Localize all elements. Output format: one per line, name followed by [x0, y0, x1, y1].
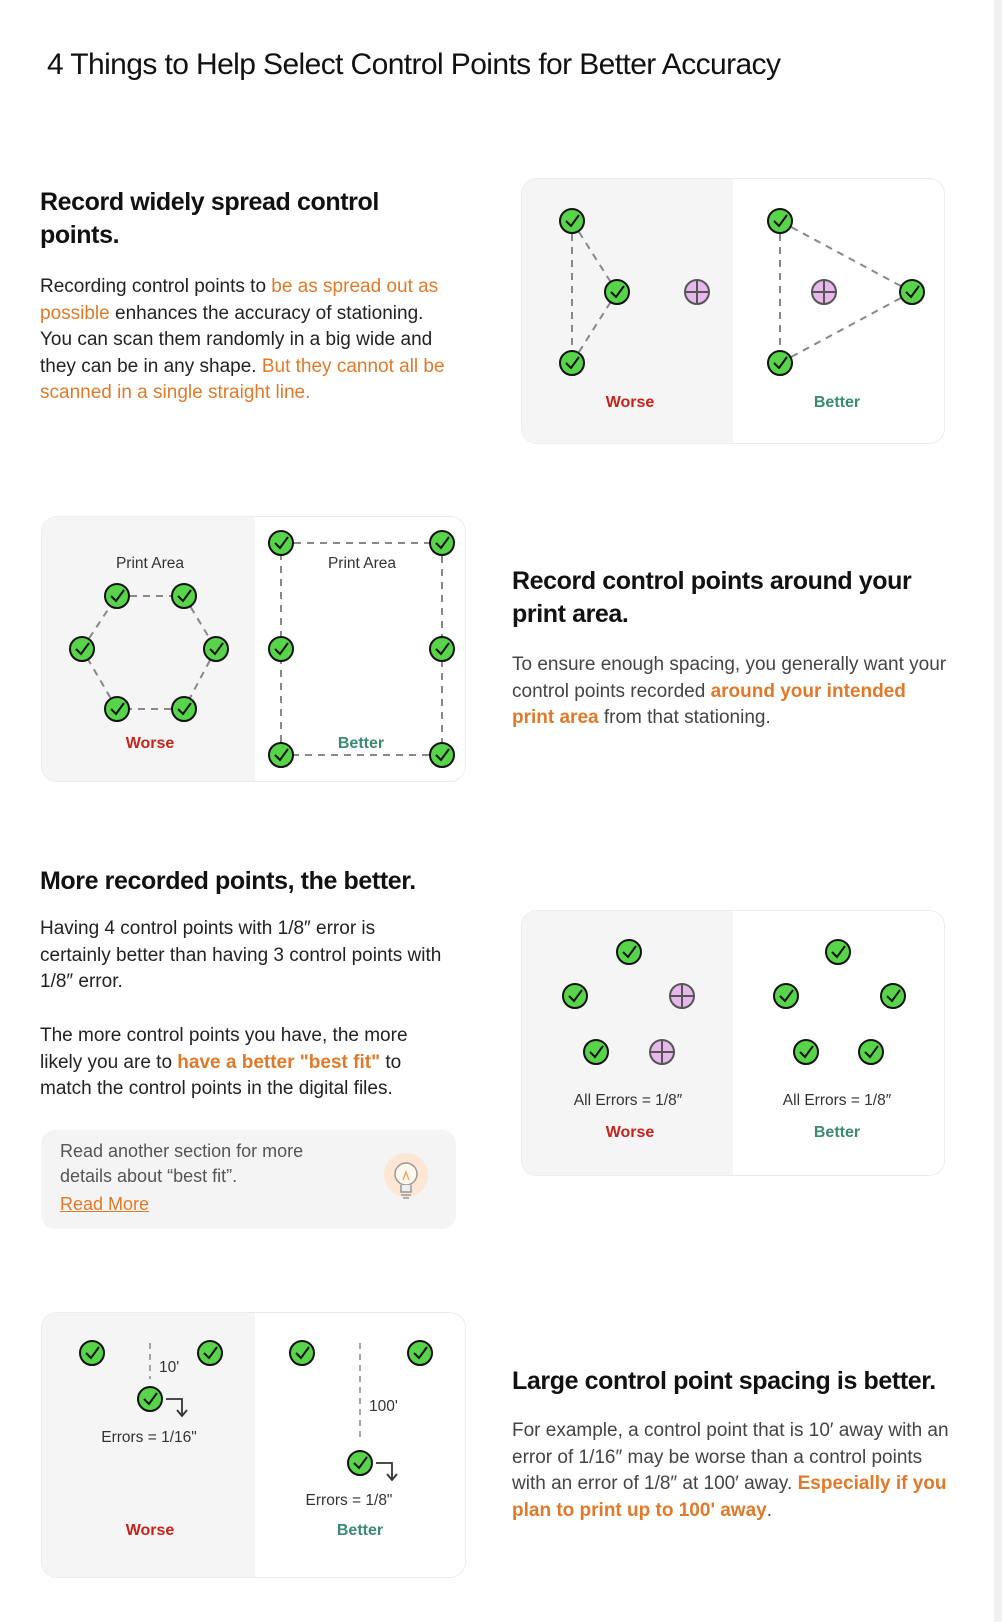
section-2-title: Record control points around your print area.	[512, 567, 912, 628]
check-circle-icon	[269, 743, 293, 767]
section-1-title: Record widely spread control points.	[40, 188, 379, 249]
highlight-straight-line: But they cannot all be scanned in a single straight line.	[40, 355, 445, 403]
highlight-spread-out: be as spread out as possible	[40, 276, 439, 324]
lightbulb-icon	[380, 1152, 432, 1208]
crosshair-target-icon	[670, 984, 694, 1008]
check-circle-icon	[563, 984, 587, 1008]
error-label: Errors = 1/16"	[101, 1429, 197, 1446]
section-2-body: To ensure enough spacing, you generally want your control points recorded around your intended print area from that stationing.	[512, 654, 947, 728]
check-circle-icon	[430, 743, 454, 767]
check-circle-icon	[204, 637, 228, 661]
check-circle-icon	[80, 1341, 104, 1365]
diagram-more-points	[521, 910, 945, 1176]
check-circle-icon	[290, 1341, 314, 1365]
check-circle-icon	[430, 637, 454, 661]
check-circle-icon	[269, 531, 293, 555]
worse-label: Worse	[125, 735, 175, 752]
check-circle-icon	[348, 1451, 372, 1475]
more-points-svg	[522, 911, 944, 1175]
check-circle-icon	[774, 984, 798, 1008]
check-circle-icon	[70, 637, 94, 661]
highlight-print-area: around your intended print area	[512, 680, 906, 728]
error-label: All Errors = 1/8″	[782, 1092, 892, 1109]
worse-label: Worse	[125, 1522, 175, 1539]
check-circle-icon	[826, 940, 850, 964]
error-label: Errors = 1/8"	[305, 1492, 393, 1509]
check-circle-icon	[584, 1040, 608, 1064]
better-label: Better	[337, 735, 385, 752]
distance-label: 100'	[369, 1398, 398, 1415]
check-circle-icon	[768, 209, 792, 233]
check-circle-icon	[768, 351, 792, 375]
check-circle-icon	[430, 531, 454, 555]
worse-label: Worse	[605, 1124, 655, 1141]
section-4-title: Large control point spacing is better.	[512, 1367, 936, 1395]
check-circle-icon	[605, 280, 629, 304]
error-label: All Errors = 1/8″	[573, 1092, 683, 1109]
check-circle-icon	[900, 280, 924, 304]
check-circle-icon	[881, 984, 905, 1008]
better-label: Better	[336, 1522, 384, 1539]
highlight-print-distance: Especially if you plan to print up to 100' away	[512, 1473, 947, 1521]
diagram-print-area	[41, 516, 466, 782]
check-circle-icon	[138, 1387, 162, 1411]
print-area-label: Print Area	[115, 555, 185, 572]
check-circle-icon	[859, 1040, 883, 1064]
print-area-svg	[42, 517, 465, 781]
check-circle-icon	[269, 637, 293, 661]
point-spacing-svg	[42, 1313, 465, 1577]
callout-text: Read another section for more details about “best fit”.	[60, 1141, 304, 1186]
read-more-callout	[41, 1130, 456, 1229]
check-circle-icon	[560, 209, 584, 233]
print-area-label: Print Area	[327, 555, 397, 572]
section-3-body-2: The more control points you have, the more likely you are to have a better "best fit" to match the control points in the digital files.	[40, 1025, 408, 1099]
page-edge-strip	[994, 0, 1002, 1622]
check-circle-icon	[198, 1341, 222, 1365]
crosshair-target-icon	[650, 1040, 674, 1064]
distance-label: 10'	[159, 1359, 180, 1376]
diagram-spread-points	[521, 178, 945, 444]
page-title: 4 Things to Help Select Control Points for Better Accuracy	[47, 48, 781, 81]
crosshair-target-icon	[685, 280, 709, 304]
section-1-body: Recording control points to be as spread out as possible enhances the accuracy of stationing. You can scan them randomly in a big wide and they can be in any shape. But they cannot all be scanned in a single straight line.	[40, 276, 445, 403]
diagram-point-spacing	[41, 1312, 466, 1578]
check-circle-icon	[172, 584, 196, 608]
spread-points-svg	[522, 179, 944, 443]
check-circle-icon	[560, 351, 584, 375]
worse-label: Worse	[605, 394, 655, 411]
section-3-body-1: Having 4 control points with 1/8″ error is certainly better than having 3 control points with 1/8″ error.	[40, 918, 442, 992]
section-4-body: For example, a control point that is 10′ away with an error of 1/16″ may be worse than a control points with an error of 1/8″ at 100′ away. Especially if you plan to print up to 100' away.	[512, 1420, 949, 1521]
check-circle-icon	[172, 697, 196, 721]
check-circle-icon	[105, 584, 129, 608]
better-label: Better	[813, 394, 861, 411]
read-more-link[interactable]: Read More	[60, 1194, 150, 1214]
check-circle-icon	[105, 697, 129, 721]
better-label: Better	[813, 1124, 861, 1141]
section-3-title: More recorded points, the better.	[40, 867, 416, 895]
crosshair-target-icon	[812, 280, 836, 304]
check-circle-icon	[617, 940, 641, 964]
highlight-best-fit: have a better "best fit"	[177, 1051, 381, 1073]
check-circle-icon	[408, 1341, 432, 1365]
check-circle-icon	[794, 1040, 818, 1064]
